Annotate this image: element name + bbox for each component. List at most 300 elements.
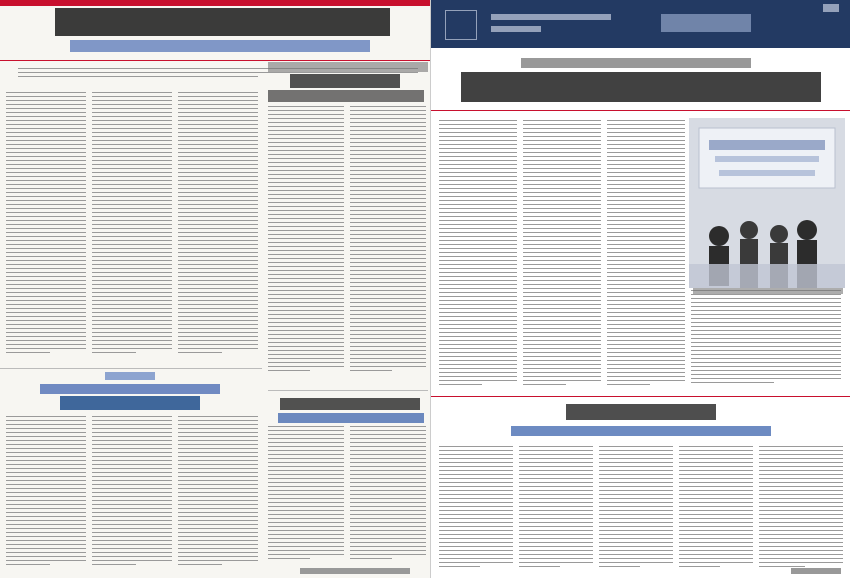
text-line: [523, 244, 601, 245]
text-line: [519, 554, 593, 555]
text-line: [268, 234, 344, 235]
text-line: [268, 190, 344, 191]
text-line: [92, 532, 172, 533]
text-line: [268, 210, 344, 211]
text-line: [599, 486, 673, 487]
text-line: [268, 490, 344, 491]
text-line: [523, 260, 601, 261]
text-line: [759, 446, 843, 447]
text-line: [6, 152, 86, 153]
text-line: [599, 558, 673, 559]
text-line: [178, 464, 258, 465]
text-line: [178, 272, 258, 273]
text-line: [519, 550, 593, 551]
text-line: [439, 300, 517, 301]
text-line: [178, 556, 258, 557]
text-line: [268, 254, 344, 255]
text-line: [523, 240, 601, 241]
text-line: [439, 486, 513, 487]
text-line: [92, 176, 172, 177]
text-line: [607, 340, 685, 341]
text-line: [350, 234, 426, 235]
right-banner-subtitle-1: [491, 14, 611, 20]
text-line: [92, 564, 136, 565]
text-line: [679, 554, 753, 555]
text-line: [178, 228, 258, 229]
text-line: [268, 534, 344, 535]
right-banner: [431, 0, 850, 48]
text-line: [268, 470, 344, 471]
text-line: [268, 558, 310, 559]
text-line: [439, 120, 517, 121]
text-line: [92, 192, 172, 193]
text-line: [599, 494, 673, 495]
text-line: [439, 554, 513, 555]
text-line: [523, 292, 601, 293]
text-line: [350, 178, 426, 179]
text-line: [350, 426, 426, 427]
text-line: [759, 502, 843, 503]
text-line: [178, 484, 258, 485]
text-line: [6, 260, 86, 261]
text-line: [268, 250, 344, 251]
text-line: [607, 344, 685, 345]
text-line: [6, 536, 86, 537]
text-line: [92, 512, 172, 513]
text-line: [439, 446, 513, 447]
text-line: [268, 478, 344, 479]
text-line: [6, 548, 86, 549]
text-line: [178, 284, 258, 285]
text-line: [599, 554, 673, 555]
text-line: [439, 364, 517, 365]
text-line: [439, 296, 517, 297]
left-page-folio: [2, 0, 62, 8]
text-line: [178, 432, 258, 433]
text-line: [439, 360, 517, 361]
text-line: [350, 318, 426, 319]
text-line: [6, 320, 86, 321]
left-ftz-headline-line1-block: [40, 384, 220, 394]
text-line: [92, 560, 172, 561]
text-line: [178, 124, 258, 125]
text-line: [519, 538, 593, 539]
text-line: [607, 160, 685, 161]
text-line: [759, 486, 843, 487]
text-line: [607, 316, 685, 317]
text-line: [691, 342, 841, 343]
text-line: [519, 526, 593, 527]
text-line: [92, 308, 172, 309]
text-line: [268, 294, 344, 295]
text-line: [607, 364, 685, 365]
text-line: [350, 446, 426, 447]
right-body-column-1: [439, 120, 517, 388]
text-line: [523, 140, 601, 141]
text-line: [607, 168, 685, 169]
text-line: [439, 494, 513, 495]
text-line: [350, 190, 426, 191]
text-line: [759, 510, 843, 511]
text-line: [6, 120, 86, 121]
text-line: [679, 558, 753, 559]
text-line: [350, 354, 426, 355]
text-line: [268, 314, 344, 315]
text-line: [523, 172, 601, 173]
right-banner-logo: [445, 10, 477, 40]
text-line: [607, 128, 685, 129]
text-line: [350, 198, 426, 199]
text-line: [759, 546, 843, 547]
text-line: [439, 506, 513, 507]
text-line: [178, 180, 258, 181]
text-line: [92, 292, 172, 293]
text-line: [691, 350, 841, 351]
text-line: [6, 448, 86, 449]
text-line: [607, 304, 685, 305]
text-line: [350, 118, 426, 119]
text-line: [178, 260, 258, 261]
text-line: [268, 118, 344, 119]
text-line: [178, 528, 258, 529]
text-line: [6, 116, 86, 117]
text-line: [439, 502, 513, 503]
text-line: [523, 280, 601, 281]
text-line: [350, 222, 426, 223]
text-line: [178, 348, 258, 349]
text-line: [6, 472, 86, 473]
text-line: [679, 494, 753, 495]
text-line: [92, 92, 172, 93]
text-line: [178, 508, 258, 509]
text-line: [6, 224, 86, 225]
text-line: [92, 156, 172, 157]
text-line: [6, 132, 86, 133]
text-line: [607, 124, 685, 125]
text-line: [519, 450, 593, 451]
text-line: [607, 180, 685, 181]
text-line: [178, 236, 258, 237]
text-line: [6, 136, 86, 137]
text-line: [519, 486, 593, 487]
text-line: [607, 236, 685, 237]
text-line: [178, 136, 258, 137]
text-line: [439, 208, 517, 209]
text-line: [178, 552, 258, 553]
left-main-subheadline-block: [70, 40, 370, 52]
text-line: [92, 488, 172, 489]
text-line: [607, 308, 685, 309]
text-line: [679, 534, 753, 535]
text-line: [350, 330, 426, 331]
text-line: [350, 246, 426, 247]
text-line: [350, 274, 426, 275]
text-line: [439, 470, 513, 471]
text-line: [519, 522, 593, 523]
text-line: [178, 468, 258, 469]
text-line: [178, 96, 258, 97]
text-line: [178, 304, 258, 305]
text-line: [6, 424, 86, 425]
text-line: [178, 280, 258, 281]
text-line: [607, 288, 685, 289]
text-line: [92, 160, 172, 161]
text-line: [439, 518, 513, 519]
text-line: [439, 356, 517, 357]
text-line: [607, 268, 685, 269]
text-line: [350, 322, 426, 323]
text-line: [599, 498, 673, 499]
text-line: [178, 232, 258, 233]
text-line: [92, 108, 172, 109]
text-line: [92, 296, 172, 297]
text-line: [6, 544, 86, 545]
text-line: [439, 462, 513, 463]
text-line: [350, 442, 426, 443]
text-line: [439, 522, 513, 523]
right-kicker-block: [521, 58, 751, 68]
conference-photo-illustration: [689, 118, 845, 288]
text-line: [350, 334, 426, 335]
text-line: [439, 316, 517, 317]
text-line: [350, 206, 426, 207]
text-line: [6, 232, 86, 233]
text-line: [178, 116, 258, 117]
text-line: [178, 320, 258, 321]
text-line: [268, 338, 344, 339]
text-line: [268, 346, 344, 347]
text-line: [439, 380, 517, 381]
right-body-column-2: [523, 120, 601, 388]
text-line: [691, 374, 841, 375]
text-line: [523, 308, 601, 309]
text-line: [599, 506, 673, 507]
text-line: [178, 132, 258, 133]
text-line: [92, 232, 172, 233]
text-line: [519, 454, 593, 455]
text-line: [92, 276, 172, 277]
text-line: [178, 292, 258, 293]
text-line: [178, 324, 258, 325]
text-line: [6, 492, 86, 493]
text-line: [350, 114, 426, 115]
text-line: [350, 450, 426, 451]
text-line: [439, 304, 517, 305]
text-line: [439, 336, 517, 337]
text-line: [6, 140, 86, 141]
text-line: [178, 176, 258, 177]
text-line: [350, 278, 426, 279]
left-forum-column-2: [350, 106, 426, 374]
text-line: [6, 248, 86, 249]
text-line: [268, 458, 344, 459]
text-line: [691, 326, 841, 327]
text-line: [679, 510, 753, 511]
text-line: [519, 470, 593, 471]
text-line: [439, 284, 517, 285]
text-line: [523, 272, 601, 273]
text-line: [92, 248, 172, 249]
text-line: [6, 352, 50, 353]
text-line: [439, 152, 517, 153]
text-line: [439, 550, 513, 551]
text-line: [92, 424, 172, 425]
text-line: [691, 302, 841, 303]
text-line: [607, 260, 685, 261]
text-line: [268, 450, 344, 451]
text-line: [607, 148, 685, 149]
text-line: [6, 456, 86, 457]
text-line: [268, 146, 344, 147]
text-line: [6, 204, 86, 205]
text-line: [759, 566, 805, 567]
text-line: [679, 486, 753, 487]
text-line: [759, 466, 843, 467]
text-line: [691, 382, 774, 383]
text-line: [350, 494, 426, 495]
text-line: [439, 372, 517, 373]
text-line: [439, 276, 517, 277]
text-line: [178, 108, 258, 109]
text-line: [6, 192, 86, 193]
text-line: [92, 544, 172, 545]
text-line: [268, 554, 344, 555]
text-line: [6, 420, 86, 421]
text-line: [523, 348, 601, 349]
text-line: [92, 116, 172, 117]
text-line: [439, 176, 517, 177]
text-line: [759, 522, 843, 523]
text-line: [268, 426, 344, 427]
text-line: [691, 322, 841, 323]
text-line: [268, 246, 344, 247]
text-line: [607, 328, 685, 329]
text-line: [350, 150, 426, 151]
text-line: [92, 352, 136, 353]
text-line: [92, 104, 172, 105]
text-line: [268, 230, 344, 231]
text-line: [178, 100, 258, 101]
text-line: [439, 240, 517, 241]
left-science-column-2: [350, 426, 426, 562]
text-line: [691, 362, 841, 363]
text-line: [523, 144, 601, 145]
text-line: [523, 316, 601, 317]
text-line: [268, 194, 344, 195]
text-line: [268, 218, 344, 219]
text-line: [439, 224, 517, 225]
text-line: [439, 260, 517, 261]
text-line: [523, 120, 601, 121]
text-line: [759, 506, 843, 507]
text-line: [178, 172, 258, 173]
text-line: [268, 186, 344, 187]
text-line: [178, 436, 258, 437]
text-line: [350, 486, 426, 487]
text-line: [178, 256, 258, 257]
text-line: [178, 300, 258, 301]
text-line: [268, 178, 344, 179]
left-science-subheadline-block: [278, 413, 424, 423]
text-line: [439, 216, 517, 217]
text-line: [523, 176, 601, 177]
text-line: [178, 164, 258, 165]
text-line: [92, 552, 172, 553]
text-line: [6, 540, 86, 541]
text-line: [350, 370, 392, 371]
text-line: [6, 560, 86, 561]
text-line: [6, 164, 86, 165]
text-line: [439, 184, 517, 185]
text-line: [268, 302, 344, 303]
text-line: [178, 268, 258, 269]
text-line: [268, 366, 344, 367]
text-line: [6, 212, 86, 213]
text-line: [268, 110, 344, 111]
text-line: [691, 378, 841, 379]
text-line: [268, 238, 344, 239]
text-line: [92, 312, 172, 313]
text-line: [6, 228, 86, 229]
text-line: [178, 188, 258, 189]
text-line: [178, 428, 258, 429]
text-line: [6, 416, 86, 417]
text-line: [92, 332, 172, 333]
text-line: [178, 444, 258, 445]
text-line: [350, 538, 426, 539]
text-line: [599, 474, 673, 475]
text-line: [92, 136, 172, 137]
text-line: [599, 566, 640, 567]
text-line: [523, 208, 601, 209]
text-line: [178, 564, 222, 565]
text-line: [92, 184, 172, 185]
text-line: [350, 454, 426, 455]
text-line: [6, 216, 86, 217]
text-line: [92, 128, 172, 129]
left-ftz-headline-line2-block: [60, 396, 200, 410]
text-line: [92, 180, 172, 181]
text-line: [268, 170, 344, 171]
text-line: [92, 556, 172, 557]
text-line: [350, 526, 426, 527]
text-line: [268, 434, 344, 435]
text-line: [350, 430, 426, 431]
text-line: [350, 310, 426, 311]
right-body-column-4: [691, 290, 841, 386]
text-line: [350, 474, 426, 475]
text-line: [92, 152, 172, 153]
text-line: [759, 538, 843, 539]
text-line: [599, 490, 673, 491]
text-line: [92, 496, 172, 497]
text-line: [759, 490, 843, 491]
text-line: [268, 454, 344, 455]
text-line: [607, 192, 685, 193]
text-line: [679, 466, 753, 467]
text-line: [6, 172, 86, 173]
text-line: [519, 494, 593, 495]
text-line: [178, 216, 258, 217]
text-line: [350, 106, 426, 107]
text-line: [178, 524, 258, 525]
text-line: [607, 188, 685, 189]
left-ftz-column-2: [92, 416, 172, 568]
text-line: [759, 450, 843, 451]
text-line: [350, 166, 426, 167]
text-line: [350, 438, 426, 439]
text-line: [523, 268, 601, 269]
